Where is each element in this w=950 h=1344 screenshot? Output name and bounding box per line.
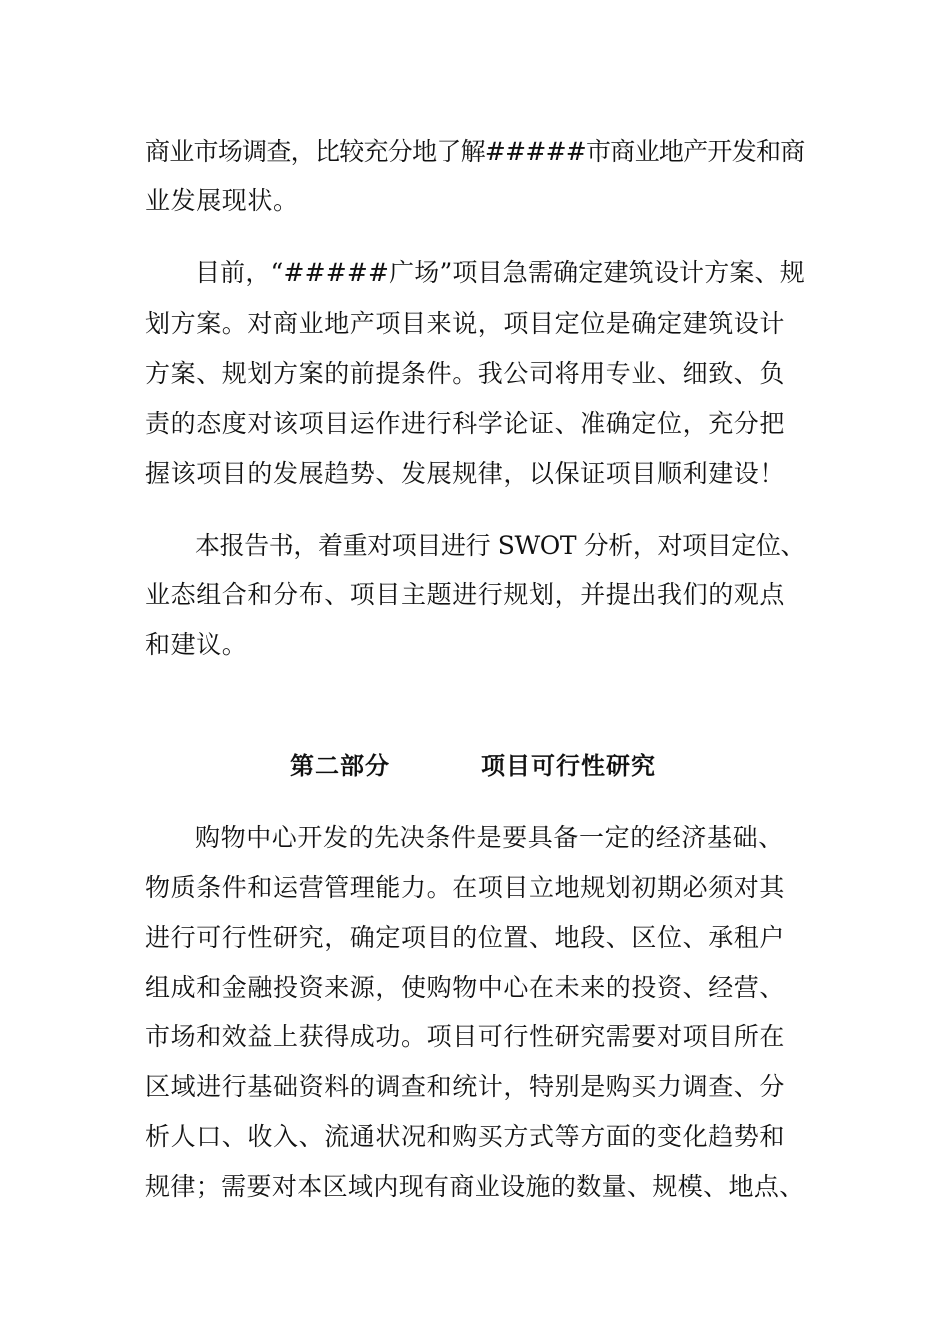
section-part-label: 第二部分 bbox=[290, 752, 390, 780]
paragraph-2-line-3: 方案、规划方案的前提条件。我公司将用专业、细致、负 bbox=[145, 359, 786, 388]
section-paragraph-line-8: 规律；需要对本区域内现有商业设施的数量、规模、地点、 bbox=[145, 1172, 805, 1201]
section-paragraph-line-4: 组成和金融投资来源，使购物中心在未来的投资、经营、 bbox=[145, 973, 786, 1002]
paragraph-1-line-1: 商业市场调查，比较充分地了解#####市商业地产开发和商 bbox=[145, 137, 805, 166]
section-paragraph-line-3: 进行可行性研究，确定项目的位置、地段、区位、承租户 bbox=[145, 923, 786, 952]
section-title: 项目可行性研究 bbox=[481, 752, 656, 780]
paragraph-2-line-1: 目前，“#####广场”项目急需确定建筑设计方案、规 bbox=[195, 258, 805, 287]
paragraph-1-line-2: 业发展现状。 bbox=[145, 186, 299, 215]
section-paragraph-line-1: 购物中心开发的先决条件是要具备一定的经济基础、 bbox=[195, 823, 784, 852]
paragraph-2-line-2: 划方案。对商业地产项目来说，项目定位是确定建筑设计 bbox=[145, 309, 786, 338]
section-paragraph-line-2: 物质条件和运营管理能力。在项目立地规划初期必须对其 bbox=[145, 873, 786, 902]
paragraph-3-line-3: 和建议。 bbox=[145, 630, 248, 659]
paragraph-3-line-2: 业态组合和分布、项目主题进行规划，并提出我们的观点 bbox=[145, 580, 786, 609]
paragraph-2-line-5: 握该项目的发展趋势、发展规律，以保证项目顺利建设！ bbox=[145, 459, 786, 488]
section-paragraph-line-7: 析人口、收入、流通状况和购买方式等方面的变化趋势和 bbox=[145, 1122, 786, 1151]
section-paragraph-line-6: 区域进行基础资料的调查和统计，特别是购买力调查、分 bbox=[145, 1072, 786, 1101]
paragraph-3-line-1: 本报告书，着重对项目进行 SWOT 分析，对项目定位、 bbox=[195, 531, 806, 560]
paragraph-2-line-4: 责的态度对该项目运作进行科学论证、准确定位，充分把 bbox=[145, 409, 786, 438]
section-paragraph-line-5: 市场和效益上获得成功。项目可行性研究需要对项目所在 bbox=[145, 1022, 786, 1051]
